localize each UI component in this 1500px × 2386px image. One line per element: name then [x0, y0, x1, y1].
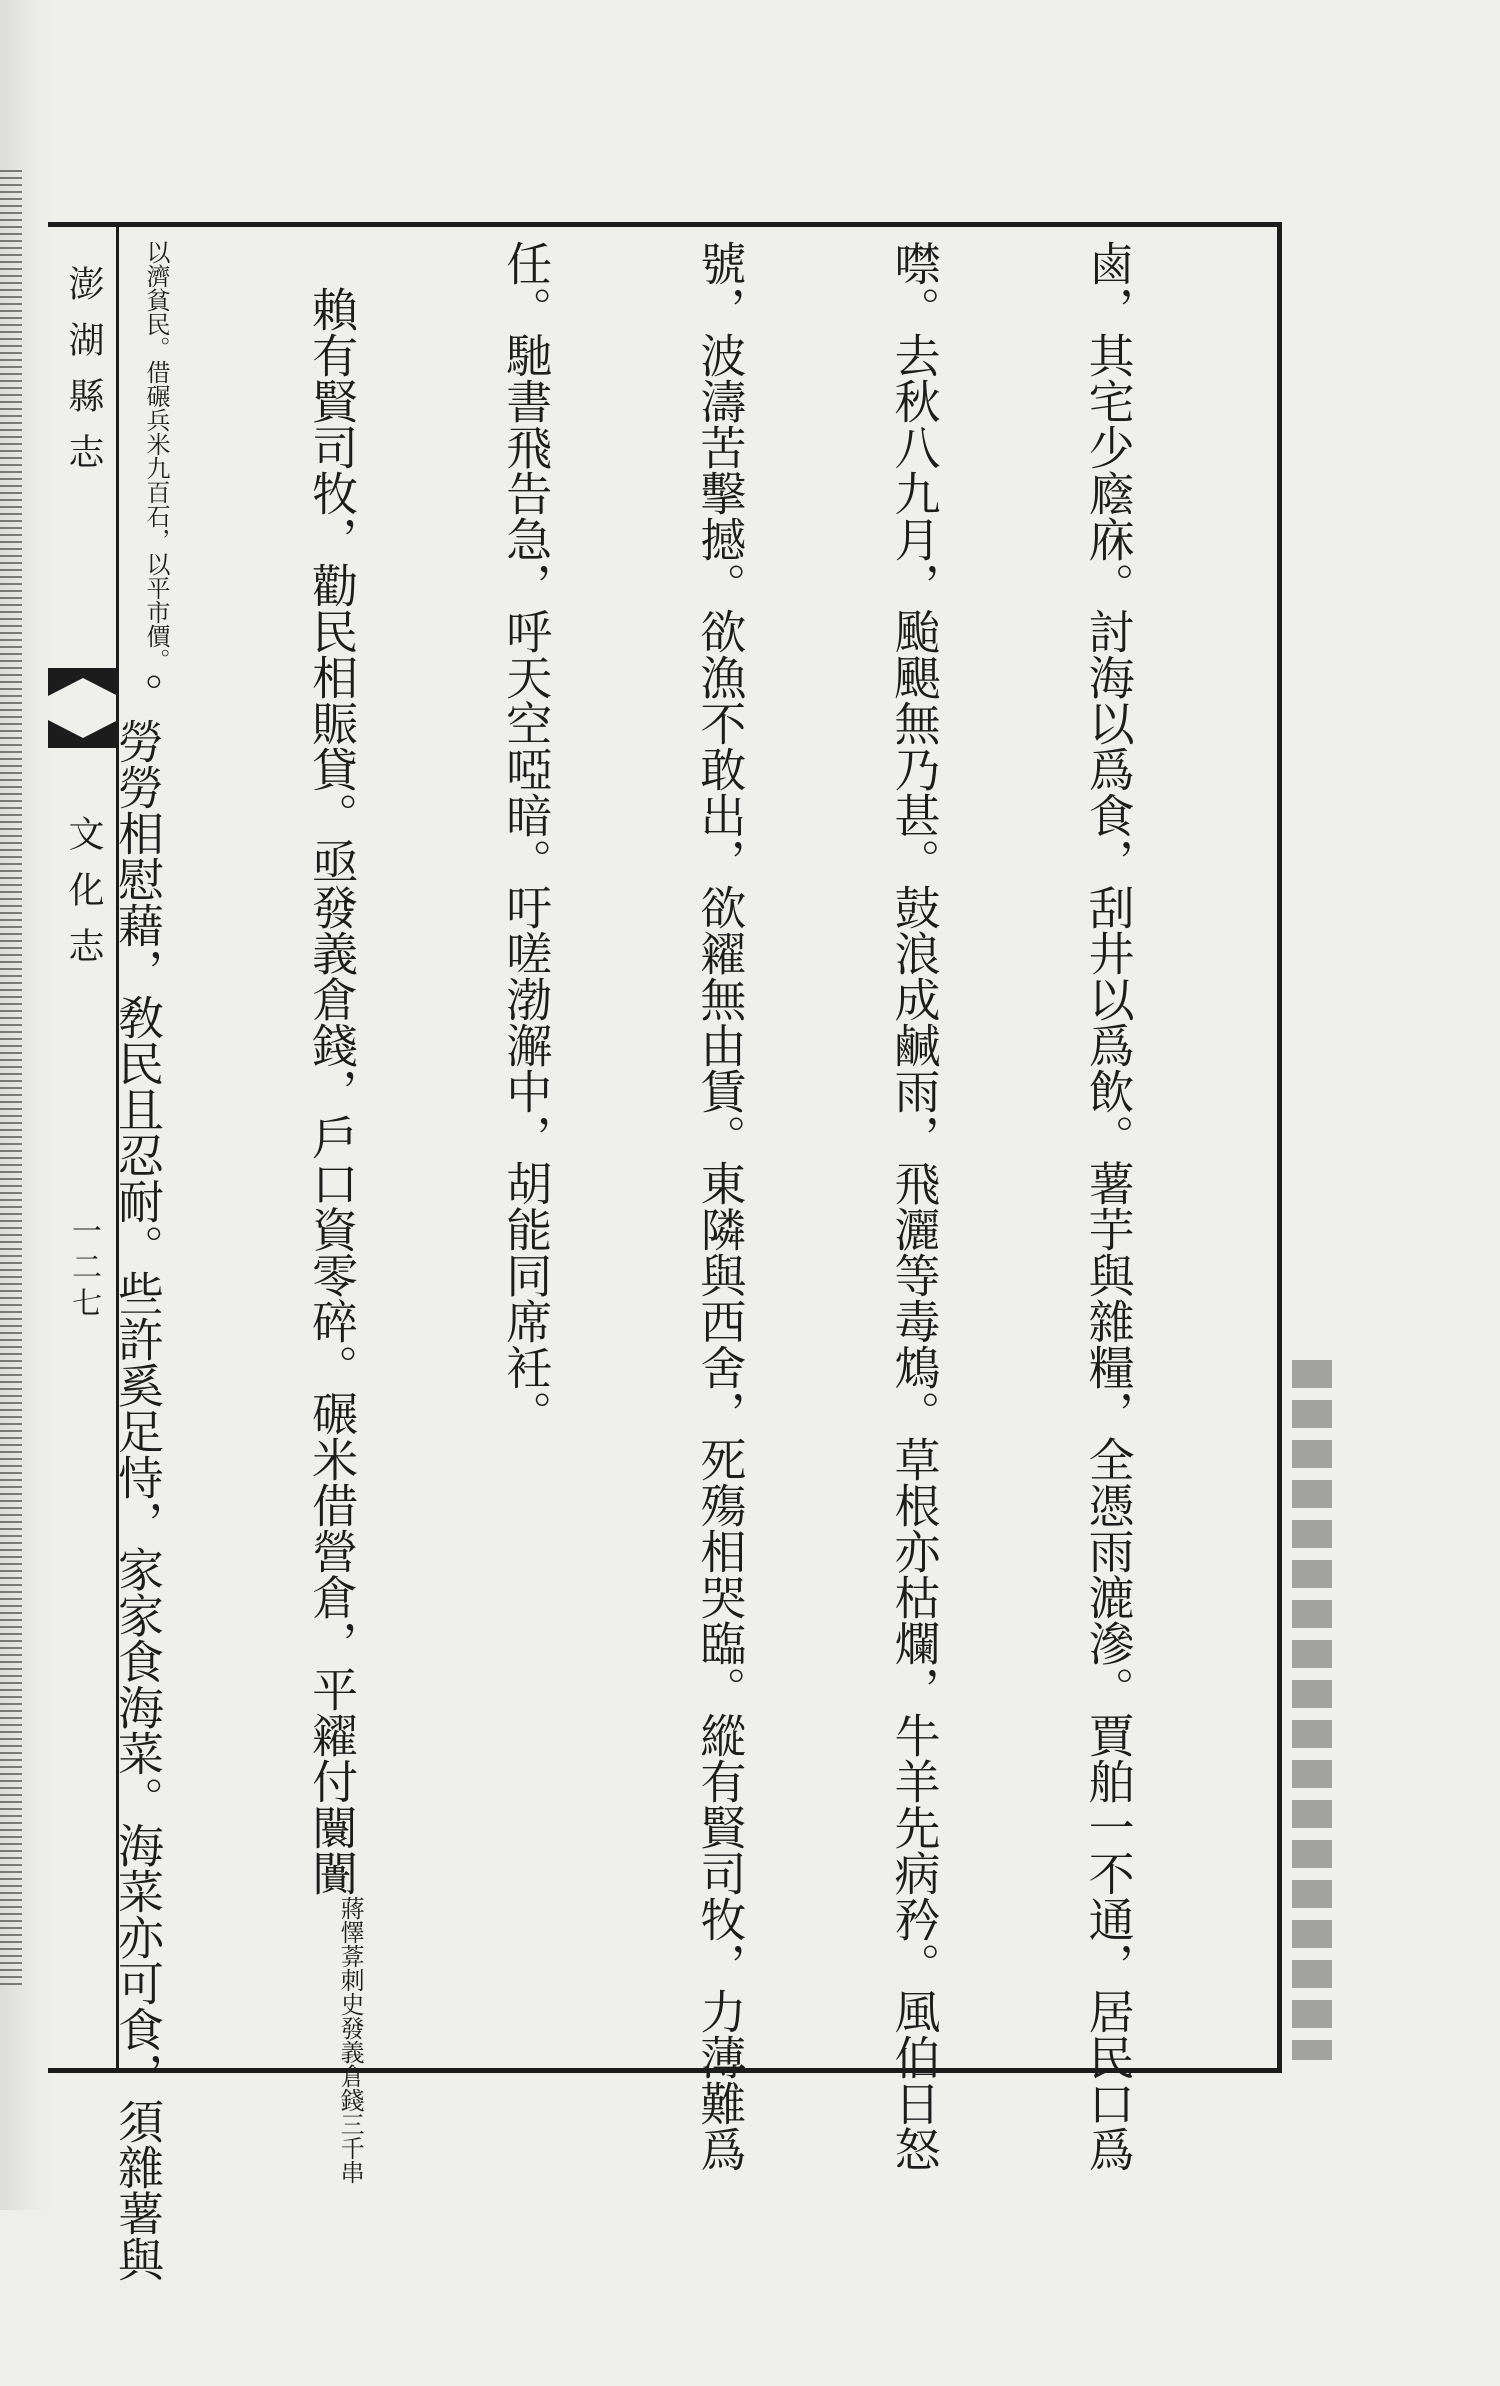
text-column	[105, 240, 171, 2282]
column-text: 號，波濤苦擊撼。欲漁不敢出，欲糴無由賃。東隣與西舍，死殤相哭臨。縱有賢司牧，力薄難爲	[693, 240, 748, 2172]
column-text: 鹵，其宅少廕庥。討海以爲食，刮井以爲飲。薯芋與雜糧，全憑雨漉滲。賈舶一不通，居民口爲	[1081, 240, 1136, 2172]
column-text: 任。馳書飛告急，呼天空啞暗。吁嗟渤澥中，胡能同席衽。	[499, 240, 554, 1436]
section-title: 文化志	[63, 815, 104, 983]
column-text: 噤。去秋八九月，颱颶無乃甚。鼓浪成鹹雨，飛灑等毒鴆。草根亦枯爛，牛羊先病矜。風伯日怒	[887, 240, 942, 2172]
text-column	[882, 240, 947, 2172]
bleed-through-ink	[1292, 1360, 1332, 2060]
text-column	[1076, 240, 1141, 2172]
interlinear-note: 蔣懌葊刺史發義倉錢三千串	[336, 1896, 365, 2184]
interlinear-note: 以濟貧民。借碾兵米九百石，以平市價。	[142, 240, 171, 672]
poem-body	[111, 240, 1270, 2282]
book-title: 澎湖縣志	[63, 265, 104, 489]
column-text: 賴有賢司牧，勸民相賑貸。亟發義倉錢，戶口資零碎。碾米借營倉，平糴付闤闠	[305, 240, 360, 1896]
text-column	[494, 240, 559, 2040]
page-number: 一二七	[66, 1215, 101, 1323]
text-column	[688, 240, 753, 2172]
text-column	[299, 240, 365, 2184]
column-text: 。勞勞相慰藉，敎民且忍耐。些許奚足恃，家家食海菜。海菜亦可食，須雜薯與	[111, 672, 166, 2282]
